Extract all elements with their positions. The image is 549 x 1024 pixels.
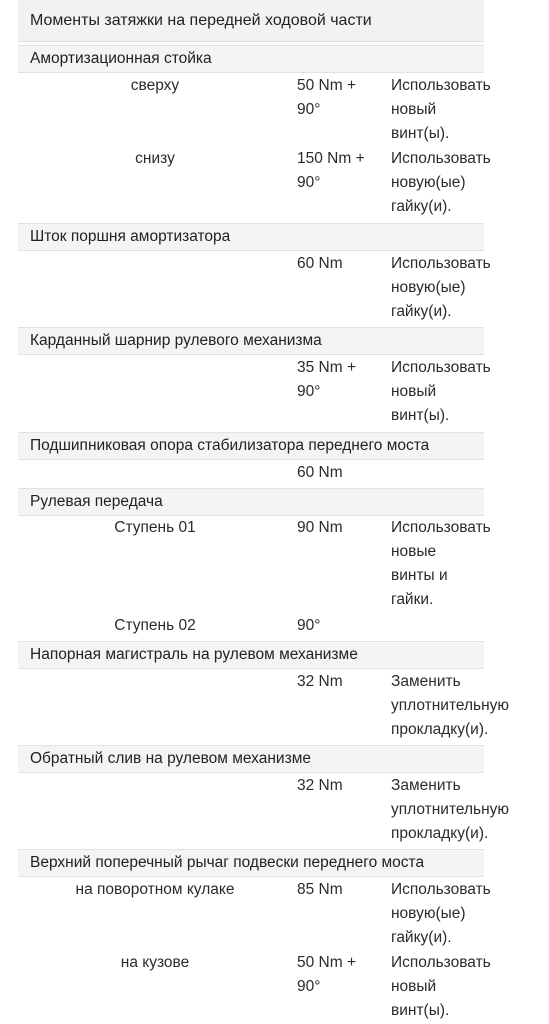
torque-line: 32 Nm — [297, 777, 343, 794]
row-position: Ступень 01 — [114, 519, 196, 536]
row-note — [391, 356, 541, 428]
note-line: винт(ы). — [391, 125, 450, 142]
torque-line: 90° — [297, 617, 321, 634]
torque-line: 50 Nm + — [297, 77, 357, 94]
row-note — [391, 252, 541, 324]
section-header — [18, 223, 484, 251]
torque-line: 60 Nm — [297, 464, 343, 481]
row-note — [391, 878, 541, 950]
torque-line: 150 Nm + — [297, 150, 365, 167]
table-title-bar — [18, 0, 484, 42]
torque-line: 35 Nm + — [297, 359, 357, 376]
note-line: гайки. — [391, 591, 434, 608]
section-header — [18, 745, 484, 773]
section-header — [18, 641, 484, 669]
note-line: новую(ые) — [391, 174, 466, 191]
note-line: гайку(и). — [391, 198, 452, 215]
section-header — [18, 327, 484, 355]
row-note — [391, 147, 541, 219]
note-line: гайку(и). — [391, 929, 452, 946]
torque-line: 90° — [297, 101, 321, 118]
torque-line: 90 Nm — [297, 519, 343, 536]
row-torque — [297, 774, 387, 798]
section-header — [18, 849, 484, 877]
note-line: новые — [391, 543, 437, 560]
note-line: новый — [391, 101, 437, 118]
note-line: винт(ы). — [391, 1002, 450, 1019]
torque-line: 32 Nm — [297, 673, 343, 690]
row-torque — [297, 147, 387, 195]
row-note — [391, 74, 541, 146]
section-heading: Карданный шарнир рулевого механизма — [30, 332, 322, 349]
note-line: Использовать — [391, 359, 491, 376]
section-heading: Напорная магистраль на рулевом механизме — [30, 646, 358, 663]
note-line: Заменить — [391, 777, 461, 794]
section-heading: Верхний поперечный рычаг подвески переднего моста — [30, 854, 425, 871]
torque-line: 90° — [297, 383, 321, 400]
note-line: винты и — [391, 567, 448, 584]
note-line: винт(ы). — [391, 407, 450, 424]
row-torque — [297, 74, 387, 122]
section-heading: Рулевая передача — [30, 493, 163, 510]
note-line: уплотнительную — [391, 801, 510, 818]
row-position: на кузове — [120, 954, 190, 971]
note-line: гайку(и). — [391, 303, 452, 320]
row-torque — [297, 356, 387, 404]
row-note — [391, 951, 541, 1023]
row-torque — [297, 252, 387, 276]
note-line: новую(ые) — [391, 905, 466, 922]
row-note — [391, 516, 541, 612]
section-header — [18, 45, 484, 73]
torque-line: 90° — [297, 978, 321, 995]
note-line: новый — [391, 978, 437, 995]
row-torque — [297, 516, 387, 540]
note-line: уплотнительную — [391, 697, 510, 714]
note-line: новый — [391, 383, 437, 400]
note-line: Использовать — [391, 954, 491, 971]
torque-line: 60 Nm — [297, 255, 343, 272]
row-position: снизу — [135, 150, 175, 167]
note-line: Использовать — [391, 77, 491, 94]
note-line: Использовать — [391, 519, 491, 536]
section-heading: Шток поршня амортизатора — [30, 228, 231, 245]
note-line: Использовать — [391, 150, 491, 167]
torque-line: 85 Nm — [297, 881, 343, 898]
row-note — [391, 774, 541, 846]
note-line: прокладку(и). — [391, 825, 489, 842]
row-position: Ступень 02 — [114, 617, 196, 634]
note-line: Использовать — [391, 255, 491, 272]
torque-line: 50 Nm + — [297, 954, 357, 971]
row-torque — [297, 878, 387, 902]
section-header — [18, 432, 484, 460]
torque-line: 90° — [297, 174, 321, 191]
note-line: новую(ые) — [391, 279, 466, 296]
row-torque — [297, 670, 387, 694]
table-title: Моменты затяжки на передней ходовой части — [30, 12, 372, 29]
row-note — [391, 670, 541, 742]
section-heading: Амортизационная стойка — [30, 50, 212, 67]
row-position: сверху — [130, 77, 180, 94]
row-torque — [297, 951, 387, 999]
note-line: прокладку(и). — [391, 721, 489, 738]
section-heading: Подшипниковая опора стабилизатора переднего моста — [30, 437, 430, 454]
note-line: Заменить — [391, 673, 461, 690]
row-position: на поворотном кулаке — [75, 881, 235, 898]
note-line: Использовать — [391, 881, 491, 898]
section-heading: Обратный слив на рулевом механизме — [30, 750, 311, 767]
section-header — [18, 488, 484, 516]
row-torque — [297, 461, 387, 485]
row-torque — [297, 614, 387, 638]
